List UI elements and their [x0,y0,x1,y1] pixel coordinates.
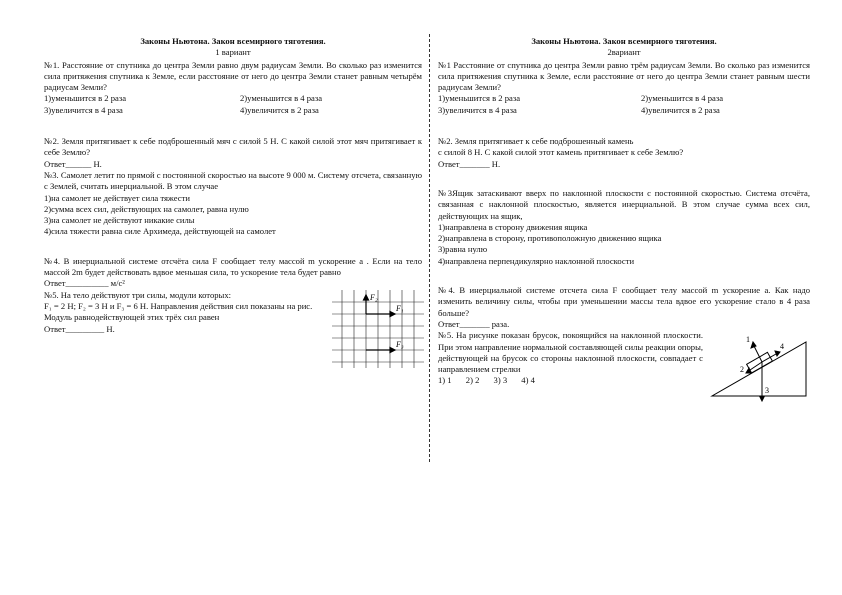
question-5-text: №5. На рисунке показан брусок, покоящийся на наклонной плоскости. При этом направление нормальной составляющей силы реакции опоры, действующей на брусок со стороны наклонной плоскости, совпадает с направлением стрелки [438,330,703,375]
variant-2-column [438,36,810,396]
question-1-options [44,105,422,116]
option: 4)увеличится в 2 раза [641,104,720,115]
question-2-answer: Ответ______ Н. [44,158,102,169]
f1-label: F₁ [396,303,404,313]
question-2-answer: Ответ_______ Н. [438,158,501,169]
force-grid-figure [330,288,426,370]
option: 1)направлена в сторону движения ящика [438,221,588,232]
question-5-line: Модуль равнодействующей этих трёх сил равен [44,312,220,323]
option: 2) 2 [465,375,480,386]
option: 1)уменьшится в 2 раза [44,93,127,104]
question-1-options [438,93,810,104]
question-1-options [44,93,422,104]
question-4-answer: Ответ_______ раза. [438,318,510,329]
question-1-text: №1 Расстояние от спутника до центра Земли равно трём радиусам Земли. Во сколько раз изменится сила притяжения спутника к Земле, если расстояние от него до центра Земли станет равным шести радиусам Земли? [438,59,810,93]
option: 3)увеличится в 4 раза [438,104,517,115]
question-3-text: №3Ящик затаскивают вверх по наклонной плоскости с постоянной скоростью. Система отсчёта, связанная с наклонной плоскостью, является инерциальной. В этом случае сумма всех сил, действующих на ящик, [438,187,810,221]
variant-label: 2вариант [607,47,641,58]
question-5-block [438,330,810,396]
variant-label: 1 вариант [215,47,251,58]
option: 4)направлена перпендикулярно наклонной плоскости [438,255,635,266]
option: 2)уменьшится в 4 раза [240,93,323,104]
variant-1-column [44,36,422,349]
question-4-text: №4. В инерциальной системе отсчета сила F сообщает телу массой m ускорение a. Как надо изменить величину силы, чтобы при уменьшении массы тела вдвое его ускорение стало в 4 раза больше? [438,285,810,318]
option: 2)уменьшится в 4 раза [641,93,724,104]
option: 2)направлена в сторону, противоположную движению ящика [438,233,662,244]
question-4-answer: Ответ__________ м/с² [44,278,125,289]
question-5-line: №5. На тело действуют три силы, модули которых: [44,289,232,300]
question-3-text: №3. Самолет летит по прямой с постоянной скоростью на высоте 9 000 м. Систему отсчета, связанную с Землей, считать инерциальной. В этом случае [44,169,422,192]
question-5-answer: Ответ_________ Н. [44,323,115,334]
option: 4) 4 [521,375,535,386]
arrow-label-2: 2 [740,365,744,375]
option: 2)сумма всех сил, действующих на самолет, равна нулю [44,203,249,214]
option: 3)равна нулю [438,244,488,255]
option: 3)на самолет не действуют никакие силы [44,215,195,226]
option: 3)увеличится в 4 раза [44,104,123,115]
arrow-label-3: 3 [765,386,769,396]
question-1-options [438,105,810,116]
column-divider [429,34,430,462]
option: 4)увеличится в 2 раза [240,104,319,115]
inclined-plane-figure [710,322,810,402]
question-5-line: F₁ = 2 Н; F₂ = 3 Н и F₃ = 6 Н. Направления действия сил показаны на рис. [44,300,313,311]
f3-label: F₃ [396,339,404,349]
arrow-label-4: 4 [780,342,784,352]
option: 1)уменьшится в 2 раза [438,93,521,104]
option: 3) 3 [493,375,508,386]
question-2-line: №2. Земля притягивает к себе подброшенный камень [438,136,634,147]
option: 1)на самолет не действует сила тяжести [44,192,190,203]
arrow-label-1: 1 [746,335,750,345]
question-2-text: №2. Земля притягивает к себе подброшенный мяч с силой 5 Н. С какой силой этот мяч притягивает к себе Землю? [44,136,422,158]
question-2-line: с силой 8 Н. С какой силой этот камень притягивает к себе Землю? [438,147,684,158]
option: 1) 1 [438,375,452,386]
page-title: Законы Ньютона. Закон всемирного тяготения. [140,36,326,46]
option: 4)сила тяжести равна силе Архимеда, действующей на самолет [44,226,276,237]
f2-label: F₂ [370,292,378,302]
question-1-text: №1. Расстояние от спутника до центра Земли равно двум радиусам Земли. Во сколько раз изменится сила притяжения спутника к Земле, если расстояние от него до центра Земли станет равным четырём радиусам Земли? [44,59,422,93]
page-title: Законы Ньютона. Закон всемирного тяготения. [531,36,717,46]
question-4-text: №4. В инерциальной системе отсчёта сила F сообщает телу массой m ускорение a . Если на тело массой 2m будет действовать вдвое меньшая сила, то ускорение тела будет равно [44,255,422,278]
question-5-block [44,289,422,349]
